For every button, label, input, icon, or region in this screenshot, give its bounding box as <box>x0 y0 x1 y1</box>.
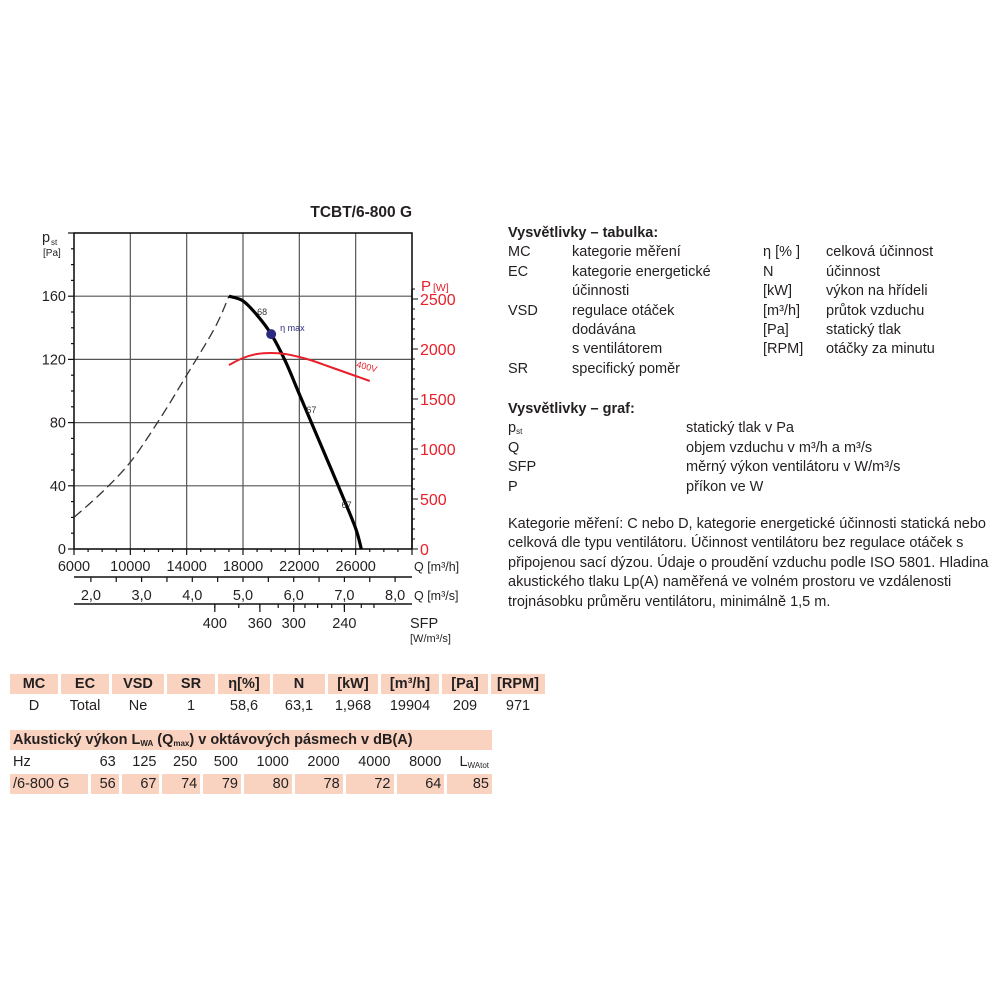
legend-key: EC <box>508 263 529 280</box>
x-tick-label: 6000 <box>57 559 91 575</box>
acoustic-value-cell: 64 <box>397 774 445 794</box>
legend-key: [m³/h] <box>763 302 801 319</box>
q-ms-tick-label: 2,0 <box>80 588 101 604</box>
legend-key: η [% ] <box>763 244 801 261</box>
legend-desc: příkon ve W <box>686 478 764 495</box>
legend-key: Q <box>508 439 520 456</box>
legend-desc: statický tlak v Pa <box>686 420 794 437</box>
chart-title: TCBT/6-800 G <box>310 204 412 221</box>
total-header-cell: $L_{WAtot}$ <box>459 754 489 770</box>
legend-desc: účinnosti <box>572 283 630 300</box>
legend-table-row <box>508 263 988 282</box>
acoustic-power-table <box>7 728 495 796</box>
acoustic-value-cell: 56 <box>91 774 119 794</box>
eta-max-label: η max <box>280 323 305 334</box>
perf-header-cell: [m³/h] <box>381 674 439 694</box>
band-header-cell: 2000 <box>307 754 340 770</box>
sfp-tick-label: 240 <box>332 616 357 632</box>
legend-key: VSD <box>508 302 538 319</box>
y2-tick-label: 1500 <box>420 392 456 409</box>
legend-desc: kategorie energetické <box>572 263 711 280</box>
legend-key: [RPM] <box>763 341 804 358</box>
q-ms-axis-label: Q [m³/s] <box>414 589 459 603</box>
y-axis-label: p <box>42 230 51 246</box>
grid <box>74 233 412 549</box>
legend-table-row <box>508 340 988 359</box>
legend-desc: statický tlak <box>826 321 901 338</box>
legend-key: P <box>508 478 518 495</box>
efficiency-label: 68 <box>257 307 268 318</box>
y2-axis-unit: [W] <box>433 282 449 294</box>
acoustic-value-cell: 78 <box>295 774 343 794</box>
acoustic-value-cell: 85 <box>447 774 492 794</box>
legend-desc: objem vzduchu v m³/h a m³/s <box>686 439 873 456</box>
acoustic-band-row <box>10 752 492 772</box>
band-header-cell: 63 <box>99 754 116 770</box>
band-header-label: Hz <box>13 754 31 770</box>
band-header-cell: 1000 <box>256 754 289 770</box>
acoustic-value-cell: 67 <box>122 774 160 794</box>
perf-value-cell: 209 <box>452 698 478 714</box>
perf-header-cell: VSD <box>112 674 164 694</box>
legend-table-row <box>508 360 988 379</box>
legend-desc: měrný výkon ventilátoru v W/m³/s <box>686 459 901 476</box>
performance-header-row <box>10 674 545 694</box>
acoustic-value-cell: 74 <box>162 774 200 794</box>
sfp-tick-label: 300 <box>281 616 306 632</box>
y-tick-label: 80 <box>49 415 66 432</box>
legend-desc: celková účinnost <box>826 244 934 261</box>
legend-table <box>508 224 988 379</box>
band-header-cell: 500 <box>213 754 238 770</box>
legend-key: N <box>763 263 774 280</box>
fan-performance-chart <box>0 0 500 660</box>
legend-desc: výkon na hřídeli <box>826 283 928 300</box>
row-label: /6-800 G <box>10 774 88 794</box>
y2-tick-label: 2000 <box>420 342 456 359</box>
band-header-cell: 8000 <box>409 754 442 770</box>
x-axis-label: Q [m³/h] <box>414 560 460 574</box>
legend-desc: kategorie měření <box>572 244 681 261</box>
acoustic-title-row <box>10 730 492 750</box>
q-ms-tick-label: 4,0 <box>182 588 203 604</box>
measurement-note: Kategorie měření: C nebo D, kategorie energetické účinnosti statická nebo celková dle typu ventilátoru. Účinnost ventilátoru bez regulace otáček s připojenou sací dýzou. Údaje o proudění vzduchu podle ISO 5801. Hladina akustického tlaku Lp(A) naměřená ve volném prostoru ve vzdálenosti trojnásobku průměru ventilátoru, minimálně 1,5 m. <box>508 516 989 610</box>
q-ms-tick-label: 5,0 <box>232 588 254 604</box>
labels <box>257 307 378 510</box>
sfp-axis-label: SFP <box>410 616 439 632</box>
x-tick-label: 26000 <box>335 559 376 575</box>
legend-key: [Pa] <box>763 321 789 338</box>
legend-graph-row <box>508 419 988 438</box>
legend-table-row <box>508 243 988 262</box>
voltage-label: 400V <box>355 359 379 375</box>
y2-axis-label: P <box>421 278 432 295</box>
legend-key: SR <box>508 360 529 377</box>
q-ms-tick-label: 6,0 <box>283 588 304 604</box>
legend-graph <box>508 400 988 497</box>
legend-desc: regulace otáček <box>572 302 675 319</box>
y-tick-label: 160 <box>41 289 66 306</box>
axes <box>42 230 459 645</box>
legend-desc: účinnost <box>826 263 881 280</box>
perf-header-cell: [Pa] <box>442 674 488 694</box>
q-ms-tick-label: 7,0 <box>334 588 355 604</box>
legend-key: [kW] <box>763 283 792 300</box>
band-header-cell: 4000 <box>358 754 391 770</box>
y2-tick-label: 2500 <box>420 292 456 309</box>
legend-key: MC <box>508 244 531 261</box>
q-ms-tick-label: 3,0 <box>131 588 152 604</box>
band-header-cell: 250 <box>173 754 198 770</box>
x-tick-label: 22000 <box>279 559 320 575</box>
perf-header-cell: N <box>273 674 325 694</box>
legend-desc: dodávána <box>572 321 636 338</box>
legend-table-row <box>508 321 988 340</box>
legend-table-title: Vysvětlivky – tabulka: <box>508 225 659 241</box>
efficiency-label: 67 <box>306 405 317 416</box>
sfp-tick-label: 360 <box>247 616 273 632</box>
legend-desc: průtok vzduchu <box>826 302 925 319</box>
y2-tick-label: 500 <box>420 492 447 509</box>
performance-table <box>7 672 548 718</box>
performance-value-row <box>10 696 545 716</box>
legend-desc: specifický poměr <box>572 360 680 377</box>
acoustic-value-cell: 79 <box>203 774 241 794</box>
legend-graph-row <box>508 458 988 477</box>
perf-value-cell: 1 <box>186 698 196 714</box>
y2-tick-label: 0 <box>420 542 429 559</box>
sfp-tick-label: 400 <box>202 616 227 632</box>
legend-table-row <box>508 302 988 321</box>
legend-desc: otáčky za minutu <box>826 341 935 358</box>
legend-graph-title: Vysvětlivky – graf: <box>508 401 635 417</box>
perf-header-cell: [kW] <box>328 674 378 694</box>
legend-table-row <box>508 282 988 301</box>
legend-key: $p_{st}$ <box>508 420 523 437</box>
perf-value-cell: 971 <box>505 698 531 714</box>
acoustic-title: Akustický výkon $L_{WA}$ $(Q_{max})$ v oktávových pásmech v dB(A) <box>10 730 492 750</box>
efficiency-label: 67 <box>341 499 352 510</box>
y-tick-label: 0 <box>57 542 66 558</box>
acoustic-value-cell: 80 <box>244 774 292 794</box>
series-line-0 <box>74 296 229 517</box>
legend-graph-row <box>508 439 988 458</box>
band-header-cell: 125 <box>132 754 157 770</box>
x-tick-label: 18000 <box>222 559 264 575</box>
acoustic-value-row <box>10 774 492 794</box>
y-axis-unit: [Pa] <box>43 248 61 259</box>
perf-value-cell: 63,1 <box>284 698 314 714</box>
perf-value-cell: Total <box>69 698 101 714</box>
perf-header-cell: η[%] <box>218 674 270 694</box>
legend-graph-row <box>508 478 988 497</box>
q-ms-tick-label: 8,0 <box>385 588 406 604</box>
perf-value-cell: 19904 <box>389 698 431 714</box>
perf-header-cell: EC <box>61 674 109 694</box>
y2-tick-label: 1000 <box>420 442 456 459</box>
legend-desc: s ventilátorem <box>572 341 663 358</box>
perf-header-cell: MC <box>10 674 58 694</box>
y-axis-label-sub: st <box>51 238 58 247</box>
acoustic-value-cell: 72 <box>346 774 394 794</box>
perf-value-cell: 1,968 <box>334 698 372 714</box>
perf-value-cell: D <box>28 698 40 714</box>
sfp-axis-unit: [W/m³/s] <box>410 633 451 645</box>
x-tick-label: 14000 <box>166 559 207 575</box>
perf-value-cell: Ne <box>128 698 148 714</box>
legend-key: SFP <box>508 459 537 476</box>
perf-value-cell: 58,6 <box>229 698 259 714</box>
perf-header-cell: [RPM] <box>491 674 545 694</box>
perf-header-cell: SR <box>167 674 215 694</box>
y-tick-label: 120 <box>41 352 66 369</box>
y-tick-label: 40 <box>49 478 66 495</box>
eta-max-marker <box>266 329 276 339</box>
x-tick-label: 10000 <box>110 559 151 575</box>
